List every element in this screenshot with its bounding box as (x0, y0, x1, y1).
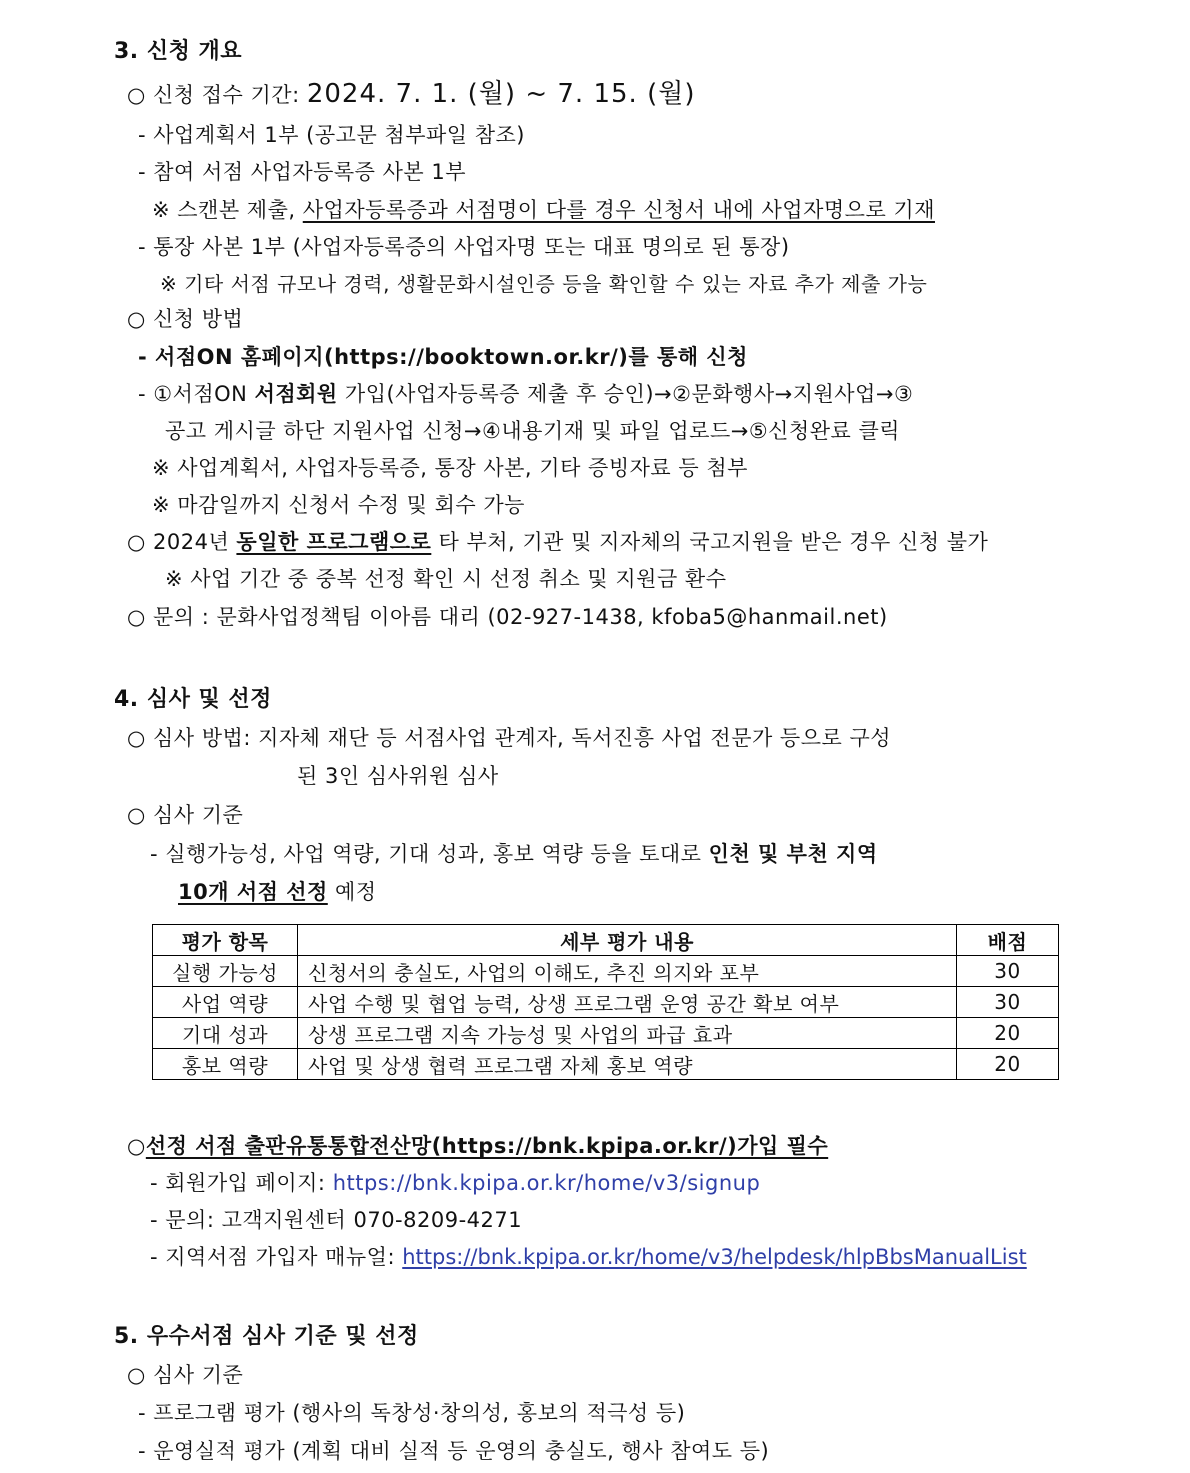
row-score: 30 (957, 987, 1059, 1018)
note-extra: ※ 기타 서점 규모나 경력, 생활문화시설인증 등을 확인할 수 있는 자료 추가 제출 가능 (160, 272, 928, 296)
evaluation-table (152, 924, 1059, 1080)
criteria-b: 인천 및 부천 지역 (708, 842, 878, 866)
signup-label: - 회원가입 페이지: (150, 1171, 326, 1195)
row-item: 실행 가능성 (153, 956, 298, 987)
duplicate-a: ○ 2024년 (127, 530, 230, 554)
row-score: 20 (957, 1049, 1059, 1080)
table-header-row (153, 925, 1059, 956)
s5-criteria-label: ○ 심사 기준 (127, 1363, 244, 1387)
row-item: 홍보 역량 (153, 1049, 298, 1080)
row-detail: 상생 프로그램 지속 가능성 및 사업의 파급 효과 (298, 1018, 957, 1049)
method-1: - 서점ON 홈페이지(https://booktown.or.kr/)를 통해 신청 (138, 345, 748, 369)
header-item: 평가 항목 (153, 925, 298, 956)
duplicate-rule (127, 527, 988, 557)
contact: ○ 문의 : 문화사업정책팀 이아름 대리 (02-927-1438, kfoba5@hanmail.net) (127, 605, 888, 629)
s5-item-2: - 운영실적 평가 (계획 대비 실적 등 운영의 충실도, 행사 참여도 등) (138, 1439, 770, 1463)
note-scan-prefix: ※ 스캔본 제출, (152, 198, 296, 222)
review-method-line2: 된 3인 심사위원 심사 (297, 764, 499, 788)
row-item: 사업 역량 (153, 987, 298, 1018)
manual-label: - 지역서점 가입자 매뉴얼: (150, 1245, 396, 1269)
row-detail: 사업 및 상생 협력 프로그램 자체 홍보 역량 (298, 1049, 957, 1080)
period-value: 2024. 7. 1. (월) ~ 7. 15. (월) (306, 79, 696, 109)
row-score: 30 (957, 956, 1059, 987)
s5-item-1: - 프로그램 평가 (행사의 독창성·창의성, 홍보의 적극성 등) (138, 1401, 686, 1425)
bnk-requirement (127, 1131, 828, 1161)
table-row (153, 987, 1059, 1018)
method-2a: - ①서점ON (138, 382, 248, 406)
required-doc-2: - 참여 서점 사업자등록증 사본 1부 (138, 160, 467, 184)
section-3-title: 3. 신청 개요 (114, 39, 242, 64)
review-criteria-label: ○ 심사 기준 (127, 803, 244, 827)
criteria-d: 예정 (334, 880, 377, 904)
bnk-inquiry: - 문의: 고객지원센터 070-8209-4271 (150, 1208, 523, 1232)
table-row (153, 956, 1059, 987)
criteria-a: - 실행가능성, 사업 역량, 기대 성과, 홍보 역량 등을 토대로 (150, 842, 702, 866)
manual-link[interactable]: https://bnk.kpipa.or.kr/home/v3/helpdesk/hlpBbsManualList (402, 1245, 1027, 1269)
note-duplicate: ※ 사업 기간 중 중복 선정 확인 시 선정 취소 및 지원금 환수 (165, 567, 727, 591)
bnk-text: 선정 서점 출판유통통합전산망(https://bnk.kpipa.or.kr/)가입 필수 (145, 1134, 829, 1158)
manual (150, 1242, 1027, 1272)
header-score: 배점 (957, 925, 1059, 956)
method-label: ○ 신청 방법 (127, 307, 244, 331)
table-row (153, 1018, 1059, 1049)
required-doc-3: - 통장 사본 1부 (사업자등록증의 사업자명 또는 대표 명의로 된 통장) (138, 235, 790, 259)
method-2-line2: 공고 게시글 하단 지원사업 신청→④내용기재 및 파일 업로드→⑤신청완료 클릭 (165, 419, 901, 443)
review-criteria-line1 (150, 839, 878, 869)
row-detail: 신청서의 충실도, 사업의 이해도, 추진 의지와 포부 (298, 956, 957, 987)
row-item: 기대 성과 (153, 1018, 298, 1049)
table-row (153, 1049, 1059, 1080)
signup-link[interactable]: https://bnk.kpipa.or.kr/home/v3/signup (332, 1171, 761, 1195)
method-2 (138, 379, 913, 409)
note-scan-underlined: 사업자등록증과 서점명이 다를 경우 신청서 내에 사업자명으로 기재 (302, 198, 935, 222)
section-4-title: 4. 심사 및 선정 (114, 687, 272, 712)
method-2c: 가입(사업자등록증 제출 후 승인)→②문화행사→지원사업→③ (344, 382, 914, 406)
method-2b: 서점회원 (254, 382, 338, 406)
bnk-circle: ○ (127, 1134, 146, 1158)
required-doc-1: - 사업계획서 1부 (공고문 첨부파일 참조) (138, 123, 525, 147)
note-attach: ※ 사업계획서, 사업자등록증, 통장 사본, 기타 증빙자료 등 첨부 (152, 456, 748, 480)
note-scan (152, 195, 935, 225)
section-5-title: 5. 우수서점 심사 기준 및 선정 (114, 1324, 419, 1349)
header-detail: 세부 평가 내용 (298, 925, 957, 956)
review-criteria-line2 (178, 877, 377, 907)
duplicate-b: 동일한 프로그램으로 (236, 530, 432, 554)
criteria-c: 10개 서점 선정 (178, 880, 328, 904)
row-detail: 사업 수행 및 협업 능력, 상생 프로그램 운영 공간 확보 여부 (298, 987, 957, 1018)
note-deadline: ※ 마감일까지 신청서 수정 및 회수 가능 (152, 493, 525, 517)
application-period (127, 79, 695, 110)
period-label: ○ 신청 접수 기간: (127, 83, 300, 107)
signup-page (150, 1168, 760, 1198)
duplicate-c: 타 부처, 기관 및 지자체의 국고지원을 받은 경우 신청 불가 (438, 530, 989, 554)
row-score: 20 (957, 1018, 1059, 1049)
review-method-line1: ○ 심사 방법: 지자체 재단 등 서점사업 관계자, 독서진흥 사업 전문가 등으로 구성 (127, 726, 892, 750)
